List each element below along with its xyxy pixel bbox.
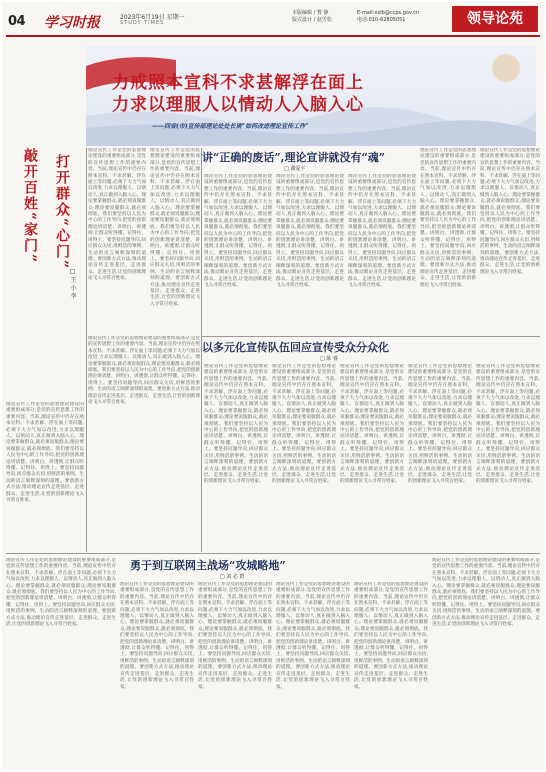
article2-author: □ 陈 睿 <box>320 356 338 362</box>
article1-body-col4: 理论宣传工作是党的思想理论建设的重要组成部分,是党的宣传思想工作的重要内容。当前,理论宣传中仍存在照本宣科、不求甚解、浮在面上等问题,必须下大力气加以改进,力求以理服人、以情动人,真正做到入脑入心。理论要掌握群众,就必须说服群众;理论要说服群众,就必须彻底。我们要坚持以人民为中心的工作导向,把党的创新理论讲清楚、讲明白、讲透彻,让群众听得懂、记得住、用得上。要坚持问题导向,回应群众关切,用鲜活的事例、生动的语言阐释深刻的道理。要创新方式方法,推动理论宣传走进基层、走进群众、走进生活,让党的创新理论飞入寻常百姓家。 <box>420 148 476 288</box>
editor-credits <box>292 10 332 24</box>
article3-body-col3: 理论宣传工作是党的思想理论建设的重要组成部分,是党的宣传思想工作的重要内容。当前,理论宣传中仍存在照本宣科、不求甚解、浮在面上等问题,必须下大力气加以改进,力求以理服人、以情动人,真正做到入脑入心。理论要掌握群众,就必须说服群众;理论要说服群众,就必须彻底。我们要坚持以人民为中心的工作导向,把党的创新理论讲清楚、讲明白、讲透彻,让群众听得懂、记得住、用得上。要坚持问题导向,回应群众关切,用鲜活的事例、生动的语言阐释深刻的道理。要创新方式方法,推动理论宣传走进基层、走进群众、走进生活,让党的创新理论飞入寻常百姓家。 <box>276 582 350 690</box>
article3-body-col0: 理论宣传工作是党的思想理论建设的重要组成部分,是党的宣传思想工作的重要内容。当前,理论宣传中仍存在照本宣科、不求甚解、浮在面上等问题,必须下大力气加以改进,力求以理服人、以情动人,真正做到入脑入心。理论要掌握群众,就必须说服群众;理论要说服群众,就必须彻底。我们要坚持以人民为中心的工作导向,把党的创新理论讲清楚、讲明白、讲透彻,让群众听得懂、记得住、用得上。要坚持问题导向,回应群众关切,用鲜活的事例、生动的语言阐释深刻的道理。要创新方式方法,推动理论宣传走进基层、走进群众、走进生活,让党的创新理论飞入寻常百姓家。 <box>6 558 116 628</box>
left-article-body-a: 理论宣传工作是党的思想理论建设的重要组成部分,是党的宣传思想工作的重要内容。当前,理论宣传中仍存在照本宣科、不求甚解、浮在面上等问题,必须下大力气加以改进,力求以理服人、以情动人,真正做到入脑入心。理论要掌握群众,就必须说服群众;理论要说服群众,就必须彻底。我们要坚持以人民为中心的工作导向,把党的创新理论讲清楚、讲明白、讲透彻,让群众听得懂、记得住、用得上。要坚持问题导向,回应群众关切,用鲜活的事例、生动的语言阐释深刻的道理。要创新方式方法,推动理论宣传走进基层、走进群众、走进生活,让党的创新理论飞入寻常百姓家。 <box>88 148 146 282</box>
email-line: E-mail:xxlb@ccps.gov.cn <box>357 10 420 16</box>
newspaper-logo: 学习时报 <box>44 15 100 31</box>
article2-body-col4: 理论宣传工作是党的思想理论建设的重要组成部分,是党的宣传思想工作的重要内容。当前,理论宣传中仍存在照本宣科、不求甚解、浮在面上等问题,必须下大力气加以改进,力求以理服人、以情动人,真正做到入脑入心。理论要掌握群众,就必须说服群众;理论要说服群众,就必须彻底。我们要坚持以人民为中心的工作导向,把党的创新理论讲清楚、讲明白、讲透彻,让群众听得懂、记得住、用得上。要坚持问题导向,回应群众关切,用鲜活的事例、生动的语言阐释深刻的道理。要创新方式方法,推动理论宣传走进基层、走进群众、走进生活,让党的创新理论飞入寻常百姓家。 <box>408 364 472 485</box>
article1-body-col3: 理论宣传工作是党的思想理论建设的重要组成部分,是党的宣传思想工作的重要内容。当前,理论宣传中仍存在照本宣科、不求甚解、浮在面上等问题,必须下大力气加以改进,力求以理服人、以情动人,真正做到入脑入心。理论要掌握群众,就必须说服群众;理论要说服群众,就必须彻底。我们要坚持以人民为中心的工作导向,把党的创新理论讲清楚、讲明白、讲透彻,让群众听得懂、记得住、用得上。要坚持问题导向,回应群众关切,用鲜活的事例、生动的语言阐释深刻的道理。要创新方式方法,推动理论宣传走进基层、走进群众、走进生活,让党的创新理论飞入寻常百姓家。 <box>348 174 416 288</box>
lead-headline-line1: 力戒照本宣科不求甚解浮在面上 <box>112 73 364 93</box>
article2-body-col2: 理论宣传工作是党的思想理论建设的重要组成部分,是党的宣传思想工作的重要内容。当前,理论宣传中仍存在照本宣科、不求甚解、浮在面上等问题,必须下大力气加以改进,力求以理服人、以情动人,真正做到入脑入心。理论要掌握群众,就必须说服群众;理论要说服群众,就必须彻底。我们要坚持以人民为中心的工作导向,把党的创新理论讲清楚、讲明白、讲透彻,让群众听得懂、记得住、用得上。要坚持问题导向,回应群众关切,用鲜活的事例、生动的语言阐释深刻的道理。要创新方式方法,推动理论宣传走进基层、走进群众、走进生活,让党的创新理论飞入寻常百姓家。 <box>272 364 336 485</box>
masthead-subtitle: STUDY TIMES <box>120 20 165 26</box>
left-column <box>6 148 86 402</box>
left-column-title-a: 打开群众“心门” <box>54 154 70 271</box>
article3-author: □ 刘 必 群 <box>220 574 245 580</box>
article3-body-col5: 理论宣传工作是党的思想理论建设的重要组成部分,是党的宣传思想工作的重要内容。当前,理论宣传中仍存在照本宣科、不求甚解、浮在面上等问题,必须下大力气加以改进,力求以理服人、以情动人,真正做到入脑入心。理论要掌握群众,就必须说服群众;理论要说服群众,就必须彻底。我们要坚持以人民为中心的工作导向,把党的创新理论讲清楚、讲明白、讲透彻,让群众听得懂、记得住、用得上。要坚持问题导向,回应群众关切,用鲜活的事例、生动的语言阐释深刻的道理。要创新方式方法,推动理论宣传走进基层、走进群众、走进生活,让党的创新理论飞入寻常百姓家。 <box>432 558 540 628</box>
article1-body-col1: 理论宣传工作是党的思想理论建设的重要组成部分,是党的宣传思想工作的重要内容。当前,理论宣传中仍存在照本宣科、不求甚解、浮在面上等问题,必须下大力气加以改进,力求以理服人、以情动人,真正做到入脑入心。理论要掌握群众,就必须说服群众;理论要说服群众,就必须彻底。我们要坚持以人民为中心的工作导向,把党的创新理论讲清楚、讲明白、讲透彻,让群众听得懂、记得住、用得上。要坚持问题导向,回应群众关切,用鲜活的事例、生动的语言阐释深刻的道理。要创新方式方法,推动理论宣传走进基层、走进群众、走进生活,让党的创新理论飞入寻常百姓家。 <box>204 174 272 288</box>
page-number: 04 <box>8 14 26 29</box>
column-divider <box>86 148 87 552</box>
left-column-title-b: 敲开百姓“家门” <box>22 148 38 265</box>
masthead-rule <box>6 35 540 37</box>
editor-line: 本版编辑 / 曹 静 <box>292 10 329 16</box>
masthead <box>2 2 544 40</box>
article3-body-col4: 理论宣传工作是党的思想理论建设的重要组成部分,是党的宣传思想工作的重要内容。当前,理论宣传中仍存在照本宣科、不求甚解、浮在面上等问题,必须下大力气加以改进,力求以理服人、以情动人,真正做到入脑入心。理论要掌握群众,就必须说服群众;理论要说服群众,就必须彻底。我们要坚持以人民为中心的工作导向,把党的创新理论讲清楚、讲明白、讲透彻,让群众听得懂、记得住、用得上。要坚持问题导向,回应群众关切,用鲜活的事例、生动的语言阐释深刻的道理。要创新方式方法,推动理论宣传走进基层、走进群众、走进生活,让党的创新理论飞入寻常百姓家。 <box>354 582 428 690</box>
article2-body-col3: 理论宣传工作是党的思想理论建设的重要组成部分,是党的宣传思想工作的重要内容。当前,理论宣传中仍存在照本宣科、不求甚解、浮在面上等问题,必须下大力气加以改进,力求以理服人、以情动人,真正做到入脑入心。理论要掌握群众,就必须说服群众;理论要说服群众,就必须彻底。我们要坚持以人民为中心的工作导向,把党的创新理论讲清楚、讲明白、讲透彻,让群众听得懂、记得住、用得上。要坚持问题导向,回应群众关切,用鲜活的事例、生动的语言阐释深刻的道理。要创新方式方法,推动理论宣传走进基层、走进群众、走进生活,让党的创新理论飞入寻常百姓家。 <box>340 364 404 485</box>
article1-body-col5: 理论宣传工作是党的思想理论建设的重要组成部分,是党的宣传思想工作的重要内容。当前,理论宣传中仍存在照本宣科、不求甚解、浮在面上等问题,必须下大力气加以改进,力求以理服人、以情动人,真正做到入脑入心。理论要掌握群众,就必须说服群众;理论要说服群众,就必须彻底。我们要坚持以人民为中心的工作导向,把党的创新理论讲清楚、讲明白、讲透彻,让群众听得懂、记得住、用得上。要坚持问题导向,回应群众关切,用鲜活的事例、生动的语言阐释深刻的道理。要创新方式方法,推动理论宣传走进基层、走进群众、走进生活,让党的创新理论飞入寻常百姓家。 <box>480 148 540 275</box>
left-column-author: □ 王 小 李 <box>69 268 76 299</box>
contact-info <box>357 10 419 24</box>
lead-byline: ——四省(市)宣传部理论处处长谈“如何改进理论宣传工作” <box>152 123 309 130</box>
section-tag: 领导论苑 <box>452 6 538 32</box>
article3-title: 勇于到互联网主战场“攻城略地” <box>130 559 286 572</box>
article-divider <box>202 336 540 337</box>
article1-title: 讲“正确的废话”,理论宣讲就没有“魂” <box>202 151 386 164</box>
left-column-body: 理论宣传工作是党的思想理论建设的重要组成部分,是党的宣传思想工作的重要内容。当前,理论宣传中仍存在照本宣科、不求甚解、浮在面上等问题,必须下大力气加以改进,力求以理服人、以情动人,真正做到入脑入心。理论要掌握群众,就必须说服群众;理论要说服群众,就必须彻底。我们要坚持以人民为中心的工作导向,把党的创新理论讲清楚、讲明白、讲透彻,让群众听得懂、记得住、用得上。要坚持问题导向,回应群众关切,用鲜活的事例、生动的语言阐释深刻的道理。要创新方式方法,推动理论宣传走进基层、走进群众、走进生活,让党的创新理论飞入寻常百姓家。 <box>6 402 84 504</box>
newspaper-page <box>2 2 544 770</box>
designer-line: 版式设计 / 赵雪松 <box>292 17 332 23</box>
phone-line: 电话:010-62805051 <box>357 17 406 23</box>
issue-date: 2023年6月19日 星期一 <box>120 14 185 21</box>
article2-title: 以多元化宣传队伍回应宣传受众分众化 <box>202 341 389 354</box>
article2-body-col5: 理论宣传工作是党的思想理论建设的重要组成部分,是党的宣传思想工作的重要内容。当前,理论宣传中仍存在照本宣科、不求甚解、浮在面上等问题,必须下大力气加以改进,力求以理服人、以情动人,真正做到入脑入心。理论要掌握群众,就必须说服群众;理论要说服群众,就必须彻底。我们要坚持以人民为中心的工作导向,把党的创新理论讲清楚、讲明白、讲透彻,让群众听得懂、记得住、用得上。要坚持问题导向,回应群众关切,用鲜活的事例、生动的语言阐释深刻的道理。要创新方式方法,推动理论宣传走进基层、走进群众、走进生活,让党的创新理论飞入寻常百姓家。 <box>476 364 540 485</box>
article2-body-col1: 理论宣传工作是党的思想理论建设的重要组成部分,是党的宣传思想工作的重要内容。当前,理论宣传中仍存在照本宣科、不求甚解、浮在面上等问题,必须下大力气加以改进,力求以理服人、以情动人,真正做到入脑入心。理论要掌握群众,就必须说服群众;理论要说服群众,就必须彻底。我们要坚持以人民为中心的工作导向,把党的创新理论讲清楚、讲明白、讲透彻,让群众听得懂、记得住、用得上。要坚持问题导向,回应群众关切,用鲜活的事例、生动的语言阐释深刻的道理。要创新方式方法,推动理论宣传走进基层、走进群众、走进生活,让党的创新理论飞入寻常百姓家。 <box>204 364 268 485</box>
article1-body-col2: 理论宣传工作是党的思想理论建设的重要组成部分,是党的宣传思想工作的重要内容。当前,理论宣传中仍存在照本宣科、不求甚解、浮在面上等问题,必须下大力气加以改进,力求以理服人、以情动人,真正做到入脑入心。理论要掌握群众,就必须说服群众;理论要说服群众,就必须彻底。我们要坚持以人民为中心的工作导向,把党的创新理论讲清楚、讲明白、讲透彻,让群众听得懂、记得住、用得上。要坚持问题导向,回应群众关切,用鲜活的事例、生动的语言阐释深刻的道理。要创新方式方法,推动理论宣传走进基层、走进群众、走进生活,让党的创新理论飞入寻常百姓家。 <box>276 174 344 288</box>
article1-author: □ 谢爱平 <box>284 166 306 172</box>
left-article-body-c: 理论宣传工作是党的思想理论建设的重要组成部分,是党的宣传思想工作的重要内容。当前,理论宣传中仍存在照本宣科、不求甚解、浮在面上等问题,必须下大力气加以改进,力求以理服人、以情动人,真正做到入脑入心。理论要掌握群众,就必须说服群众;理论要说服群众,就必须彻底。我们要坚持以人民为中心的工作导向,把党的创新理论讲清楚、讲明白、讲透彻,让群众听得懂、记得住、用得上。要坚持问题导向,回应群众关切,用鲜活的事例、生动的语言阐释深刻的道理。要创新方式方法,推动理论宣传走进基层、走进群众、走进生活,让党的创新理论飞入寻常百姓家。 <box>88 336 200 406</box>
left-article-body-b: 理论宣传工作是党的思想理论建设的重要组成部分,是党的宣传思想工作的重要内容。当前,理论宣传中仍存在照本宣科、不求甚解、浮在面上等问题,必须下大力气加以改进,力求以理服人、以情动人,真正做到入脑入心。理论要掌握群众,就必须说服群众;理论要说服群众,就必须彻底。我们要坚持以人民为中心的工作导向,把党的创新理论讲清楚、讲明白、讲透彻,让群众听得懂、记得住、用得上。要坚持问题导向,回应群众关切,用鲜活的事例、生动的语言阐释深刻的道理。要创新方式方法,推动理论宣传走进基层、走进群众、走进生活,让党的创新理论飞入寻常百姓家。 <box>150 148 200 307</box>
article3-body-col1: 理论宣传工作是党的思想理论建设的重要组成部分,是党的宣传思想工作的重要内容。当前,理论宣传中仍存在照本宣科、不求甚解、浮在面上等问题,必须下大力气加以改进,力求以理服人、以情动人,真正做到入脑入心。理论要掌握群众,就必须说服群众;理论要说服群众,就必须彻底。我们要坚持以人民为中心的工作导向,把党的创新理论讲清楚、讲明白、讲透彻,让群众听得懂、记得住、用得上。要坚持问题导向,回应群众关切,用鲜活的事例、生动的语言阐释深刻的道理。要创新方式方法,推动理论宣传走进基层、走进群众、走进生活,让党的创新理论飞入寻常百姓家。 <box>120 582 194 690</box>
lead-headline-line2: 力求以理服人以情动人入脑入心 <box>112 95 364 115</box>
article3-body-col2: 理论宣传工作是党的思想理论建设的重要组成部分,是党的宣传思想工作的重要内容。当前,理论宣传中仍存在照本宣科、不求甚解、浮在面上等问题,必须下大力气加以改进,力求以理服人、以情动人,真正做到入脑入心。理论要掌握群众,就必须说服群众;理论要说服群众,就必须彻底。我们要坚持以人民为中心的工作导向,把党的创新理论讲清楚、讲明白、讲透彻,让群众听得懂、记得住、用得上。要坚持问题导向,回应群众关切,用鲜活的事例、生动的语言阐释深刻的道理。要创新方式方法,推动理论宣传走进基层、走进群众、走进生活,让党的创新理论飞入寻常百姓家。 <box>198 582 272 690</box>
article-divider <box>6 553 540 554</box>
